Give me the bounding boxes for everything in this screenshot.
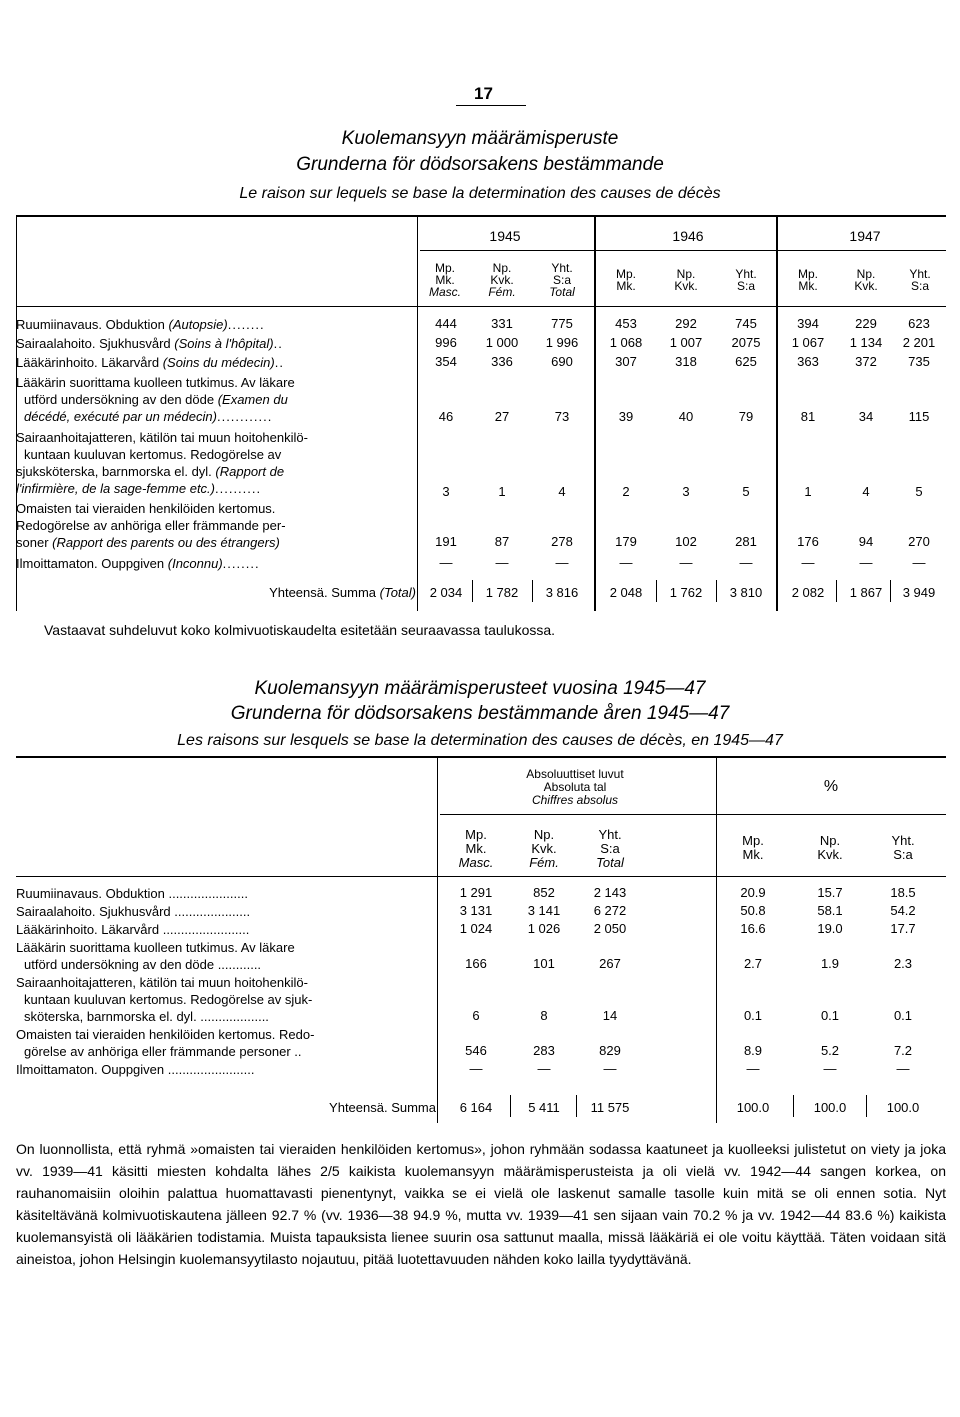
- table1-cell: 453: [615, 316, 637, 331]
- col-header-l1: Mp.: [742, 833, 764, 848]
- label-line: utförd undersökning av den döde ............: [24, 957, 262, 972]
- table1-year-rule-1946: [594, 216, 596, 611]
- label-italic: (Autopsie): [168, 317, 228, 332]
- col-header-l2: Kvk.: [817, 847, 843, 862]
- col-1947-women: [838, 268, 894, 292]
- col-1945-women: [474, 262, 530, 298]
- table1-cell: —: [912, 555, 926, 570]
- table2-cell: 18.5: [890, 885, 916, 900]
- table1-total-cell: 1 782: [485, 585, 519, 600]
- table1-total-cell: 2 034: [429, 585, 463, 600]
- table2-cell: 0.1: [820, 1008, 840, 1023]
- label-text: Redogörelse av anhöriga eller främmande per-: [16, 518, 286, 533]
- table1-title-sv: Grunderna för dödsorsakens bestämmande: [296, 154, 664, 175]
- table1-cell: 4: [558, 484, 566, 499]
- table2-cell: 17.7: [890, 921, 916, 936]
- label-line: Lääkärin suorittama kuolleen tutkimus. Av läkare: [16, 940, 295, 955]
- col-header-l2: S:a: [552, 273, 571, 287]
- label-dots: ..: [274, 355, 284, 370]
- col-header-l2: S:a: [910, 279, 929, 293]
- table1-cell: 281: [735, 534, 757, 549]
- col-header-l1: Yht.: [598, 827, 622, 842]
- table1-cell: —: [739, 555, 753, 570]
- table2-cell: 1 026: [527, 921, 561, 936]
- col-header-l1: Mp.: [465, 827, 487, 842]
- table1-cell: 87: [494, 534, 510, 549]
- table2-cell: 2.7: [743, 956, 763, 971]
- table2-cell: 19.0: [817, 921, 843, 936]
- col-header-l3: Total: [596, 855, 624, 870]
- label-italic: l'infirmière, de la sage-femme etc.): [16, 481, 215, 496]
- table2-cell: —: [746, 1061, 760, 1076]
- table1-cell: 79: [738, 409, 754, 424]
- table2-cell: 5.2: [820, 1043, 840, 1058]
- group-l1: Absoluuttiset luvut: [526, 767, 624, 781]
- table1-cell: 40: [678, 409, 694, 424]
- table1-total-cell: 2 082: [791, 585, 825, 600]
- total-separator: [836, 580, 837, 602]
- table2-cell: 283: [533, 1043, 555, 1058]
- table2-cell: 8: [540, 1008, 548, 1023]
- table2-cell: 58.1: [817, 903, 843, 918]
- label-line: [16, 391, 416, 408]
- table2-total-label: Yhteensä. Summa: [329, 1100, 436, 1115]
- table1-cell: 775: [551, 316, 573, 331]
- table2-cell: —: [537, 1061, 551, 1076]
- table1-title-fr: Le raison sur lequels se base la determination des causes de décès: [239, 185, 721, 202]
- label-dots: ..........: [215, 481, 262, 496]
- label-line: [16, 374, 416, 391]
- col-header-l1: Np.: [533, 827, 555, 842]
- col-header-l1: Mp.: [434, 261, 455, 275]
- table1-cell: 1 067: [791, 335, 825, 350]
- label-line: [16, 463, 416, 480]
- table2-cell: 101: [533, 956, 555, 971]
- label-text: Sairaanhoitajatteren, kätilön tai muun hoitohenkilö-: [16, 430, 308, 445]
- body-paragraph: On luonnollista, että ryhmä »omaisten tai vieraiden henkilöiden kertomus», johon ryhmään sodassa kaatuneet ja kuolleeksi julistetut on viety ja joka vv. 1939—41 käsitti miesten kohdalta lähes 2/5 kaikista kuolemansyyn määrämisperusteista ja oli vielä vv. 1942—44 sangen korkea, on rauhanomaisiin oloihin palattua huomattavasti pienentynyt, vaikka se ei vielä ole laskenut samalle tasolle kuin mitä se oli ennen sotia. Nyt käsiteltävänä kolmivuotiskautena jälleen 92.7 % (vv. 1936—38 94.9 %, mutta vv. 1939—41 sen sijaan vain 70.2 % ja vv. 1942—44 83.6 %) kaikista kuolemansyistä oli lääkärien todistamia. Muista tapauksista lienee suurin osa sattunut maalla, missä lääkäriä ei ole voitu käyttää. Täten voidaan sitä aineistoa, johon Helsingin kuolemansyytilasto nojautuu, pitää luotettavuuden nähden koko laillа tyydyttävänä.: [16, 1141, 946, 1267]
- col-header-l3: Masc.: [458, 855, 494, 870]
- table1-total-cell: 1 867: [849, 585, 883, 600]
- table1-cell: 690: [551, 354, 573, 369]
- year-underline: [420, 250, 946, 251]
- table2-title-sv: Grunderna för dödsorsakens bestämmande åren 1945—47: [230, 703, 730, 724]
- table1-total-cell: 3 949: [902, 585, 936, 600]
- row-label-doctor: [16, 354, 416, 371]
- total-separator: [656, 580, 657, 602]
- col-1945-total: [534, 262, 590, 298]
- table1-cell: 1: [498, 484, 506, 499]
- table1-cell: 176: [797, 534, 819, 549]
- table2-cell: 852: [533, 885, 555, 900]
- label-line: [16, 429, 416, 446]
- row-label-hospital: [16, 335, 416, 352]
- label-text: Omaisten tai vieraiden henkilöiden kertomus.: [16, 501, 276, 516]
- table2-cell: 14: [602, 1008, 618, 1023]
- table1-cell: 229: [855, 316, 877, 331]
- total-separator: [866, 1095, 867, 1117]
- table1-cell: 5: [742, 484, 750, 499]
- table2-cell: 6: [472, 1008, 480, 1023]
- table1-cell: 996: [435, 335, 457, 350]
- total-separator: [472, 580, 473, 602]
- table2-cell: 50.8: [740, 903, 766, 918]
- table2-row-label: [16, 903, 434, 920]
- table2-row-label: [16, 885, 434, 902]
- table2-total-cell: 100.0: [736, 1100, 770, 1115]
- table1-cell: 191: [435, 534, 457, 549]
- label-line: görelse av anhöriga eller främmande personer ..: [24, 1044, 302, 1059]
- table2-cell: 8.9: [743, 1043, 763, 1058]
- label-line: Lääkärinhoito. Läkarvård ........................: [16, 922, 250, 937]
- year-1946: 1946: [672, 228, 704, 244]
- table2-row-label: [16, 921, 434, 938]
- label-italic: décédé, exécuté par un médecin): [24, 409, 217, 424]
- table1-cell: 372: [855, 354, 877, 369]
- table2-cell: 267: [599, 956, 621, 971]
- table1-cell: 1 007: [669, 335, 703, 350]
- col-header-l3: Total: [549, 285, 575, 299]
- col-header-l1: Yht.: [551, 261, 573, 275]
- table2-stub-rule: [437, 757, 438, 1123]
- table2-cell: —: [896, 1061, 910, 1076]
- label-text: Sairaalahoito. Sjukhusvård: [16, 336, 175, 351]
- col-header-l2: Kvk.: [854, 279, 878, 293]
- col-header-l2: S:a: [600, 841, 620, 856]
- row-label-unknown: [16, 555, 416, 572]
- table2-cell: 2 050: [593, 921, 627, 936]
- col-header-l1: Mp.: [615, 267, 636, 281]
- table2-cell: 7.2: [893, 1043, 913, 1058]
- table2-title-fi: Kuolemansyyn määrämisperusteet vuosina 1945—47: [254, 678, 706, 699]
- table1-cell: 745: [735, 316, 757, 331]
- table1-cell: 46: [438, 409, 454, 424]
- table1-cell: 5: [915, 484, 923, 499]
- col-header-l1: Np.: [819, 833, 841, 848]
- page-number: 17: [474, 84, 493, 103]
- label-dots: ..: [273, 336, 283, 351]
- col-header-l2: Mk.: [465, 841, 487, 856]
- label-line: Omaisten tai vieraiden henkilöiden kertomus. Redo-: [16, 1027, 315, 1042]
- col-1946-men: [598, 268, 654, 292]
- table2-cell: 16.6: [740, 921, 766, 936]
- table2-cell: —: [823, 1061, 837, 1076]
- table1-cell: —: [859, 555, 873, 570]
- table1-cell: 1 134: [849, 335, 883, 350]
- table1-cell: 278: [551, 534, 573, 549]
- table1-cell: —: [555, 555, 569, 570]
- label-line: Sairaanhoitajatteren, kätilön tai muun hoitohenkilö-: [16, 975, 308, 990]
- table2-cell: 20.9: [740, 885, 766, 900]
- table1-total-cell: 1 762: [669, 585, 703, 600]
- col-header-l3: Masc.: [428, 285, 461, 299]
- label-dots: ........: [227, 317, 265, 332]
- total-separator: [576, 1095, 577, 1117]
- label-italic: (Total): [379, 585, 416, 600]
- label-line: sköterska, barnmorska el. dyl. ...................: [24, 1009, 269, 1024]
- col-header-l2: Kvk.: [674, 279, 698, 293]
- table1-cell: 1 068: [609, 335, 643, 350]
- table2-cell: —: [603, 1061, 617, 1076]
- col-1946-total: [718, 268, 774, 292]
- table1-cell: 270: [908, 534, 930, 549]
- table2-cell: 1 024: [459, 921, 493, 936]
- col-header-l2: Kvk.: [490, 273, 514, 287]
- table2-cell: 2.3: [893, 956, 913, 971]
- col-header-l1: Yht.: [909, 267, 931, 281]
- label-text: utförd undersökning av den döde: [24, 392, 218, 407]
- table1-cell: 363: [797, 354, 819, 369]
- table2-row-label: [16, 939, 434, 973]
- row-label-exam: [16, 374, 416, 425]
- table1-left-rule: [16, 216, 17, 611]
- label-italic: (Soins à l'hôpital): [174, 336, 274, 351]
- col-header-l2: Mk.: [616, 279, 636, 293]
- table2-cell: —: [469, 1061, 483, 1076]
- table1-cell: 331: [491, 316, 513, 331]
- table1-cell: 625: [735, 354, 757, 369]
- table1-cell: 318: [675, 354, 697, 369]
- table2-total-cell: 6 164: [459, 1100, 493, 1115]
- label-text: sjuksköterska, barnmorska el. dyl.: [16, 464, 216, 479]
- table1-total-cell: 2 048: [609, 585, 643, 600]
- label-text: Ilmoittamaton. Ouppgiven: [16, 556, 168, 571]
- table1-cell: —: [801, 555, 815, 570]
- table1-cell: 1: [804, 484, 812, 499]
- table1-total-cell: 3 816: [545, 585, 579, 600]
- table2-col-header: [512, 828, 576, 870]
- label-dots: ........: [222, 556, 260, 571]
- col-header-l1: Np.: [492, 261, 512, 275]
- table2-group-abs: [440, 768, 710, 807]
- table1-total-label: [200, 585, 416, 600]
- label-line: Ilmoittamaton. Ouppgiven ........................: [16, 1062, 255, 1077]
- table1-cell: 336: [491, 354, 513, 369]
- table1-cell: 115: [908, 409, 930, 424]
- total-separator: [793, 1095, 794, 1117]
- label-line: [16, 480, 416, 497]
- table1-cell: 102: [675, 534, 697, 549]
- table1-cell: 27: [494, 409, 510, 424]
- label-italic: (Rapport de: [215, 464, 285, 479]
- table1-cell: 179: [615, 534, 637, 549]
- table2-row-label: [16, 974, 434, 1025]
- table1-cell: 1 000: [485, 335, 519, 350]
- label-dots: ............: [216, 409, 273, 424]
- table1-cell: 3: [442, 484, 450, 499]
- table1-cell: —: [619, 555, 633, 570]
- label-text: Lääkärinhoito. Läkarvård: [16, 355, 163, 370]
- col-1947-men: [780, 268, 836, 292]
- table2-cell: 3 141: [527, 903, 561, 918]
- label-italic: (Soins du médecin): [162, 355, 275, 370]
- total-separator: [890, 580, 891, 602]
- total-separator: [716, 580, 717, 602]
- table2-group-pct: %: [823, 778, 839, 795]
- table2-cell: 0.1: [893, 1008, 913, 1023]
- label-line: [16, 517, 416, 534]
- between-note: Vastaavat suhdeluvut koko kolmivuotiskaudelta esitetään seuraavassa taulukossa.: [44, 622, 556, 638]
- table1-cell: 354: [435, 354, 457, 369]
- col-header-l2: Kvk.: [531, 841, 557, 856]
- table1-cell: 4: [862, 484, 870, 499]
- table2-cell: 54.2: [890, 903, 916, 918]
- col-header-l1: Yht.: [735, 267, 757, 281]
- table2-total-cell: 100.0: [886, 1100, 920, 1115]
- table1-cell: 94: [858, 534, 874, 549]
- table1-stub-rule: [417, 216, 418, 611]
- col-1945-men: [420, 262, 470, 298]
- table2-cell: 1 291: [459, 885, 493, 900]
- label-line: [16, 408, 416, 425]
- table1-cell: —: [439, 555, 453, 570]
- table2-col-header: [444, 828, 508, 870]
- total-separator: [532, 580, 533, 602]
- table2-col-header: [718, 834, 788, 862]
- col-header-l1: Mp.: [797, 267, 818, 281]
- table2-total-cell: 100.0: [813, 1100, 847, 1115]
- table1-cell: 39: [618, 409, 634, 424]
- table1-cell: 292: [675, 316, 697, 331]
- col-header-l3: Fém.: [488, 285, 516, 299]
- table2-pct-rule: [716, 757, 717, 1123]
- label-line: Ruumiinavaus. Obduktion ......................: [16, 886, 248, 901]
- label-text: kuntaan kuuluvan kertomus. Redogörelse av: [24, 447, 282, 462]
- table2-cell: 0.1: [743, 1008, 763, 1023]
- table2-header-rule: [16, 876, 946, 877]
- table2-col-header: [868, 834, 938, 862]
- table1-header-rule: [16, 306, 946, 307]
- table2-cell: 546: [465, 1043, 487, 1058]
- col-1946-women: [658, 268, 714, 292]
- table1-total-cell: 3 810: [729, 585, 763, 600]
- year-1947: 1947: [849, 228, 881, 244]
- table2-cell: 829: [599, 1043, 621, 1058]
- label-text: Yhteensä. Summa: [269, 585, 380, 600]
- table1-cell: 3: [682, 484, 690, 499]
- group-l3: Chiffres absolus: [531, 793, 619, 807]
- table1: [0, 0, 960, 620]
- table2-col-header: [795, 834, 865, 862]
- table2-cell: 15.7: [817, 885, 843, 900]
- table1-cell: 2: [622, 484, 630, 499]
- table2-col-header: [578, 828, 642, 870]
- label-line: Sairaalahoito. Sjukhusvård .....................: [16, 904, 251, 919]
- label-text: Ruumiinavaus. Obduktion: [16, 317, 169, 332]
- col-header-l2: Mk.: [742, 847, 764, 862]
- table1-cell: 2075: [731, 335, 761, 350]
- col-1947-total: [892, 268, 948, 292]
- label-italic: (Examen du: [217, 392, 288, 407]
- table2-cell: 2 143: [593, 885, 627, 900]
- table1-cell: 1 996: [545, 335, 579, 350]
- table2-cell: 166: [465, 956, 487, 971]
- col-header-l2: S:a: [736, 279, 755, 293]
- col-header-l2: Mk.: [435, 273, 455, 287]
- year-1945: 1945: [489, 228, 521, 244]
- table2-title-fr: Les raisons sur lesquels se base la determination des causes de décès, en 1945—47: [177, 732, 783, 749]
- total-separator: [510, 1095, 511, 1117]
- table1-cell: —: [679, 555, 693, 570]
- table1-cell: 735: [908, 354, 930, 369]
- col-header-l2: Mk.: [798, 279, 818, 293]
- col-header-l1: Np.: [856, 267, 876, 281]
- label-italic: (Rapport des parents ou des étrangers): [52, 535, 280, 550]
- label-text: soner: [16, 535, 53, 550]
- label-text: Lääkärin suorittama kuolleen tutkimus. Av läkare: [16, 375, 295, 390]
- table2-row-label: [16, 1061, 434, 1078]
- col-header-l1: Yht.: [891, 833, 915, 848]
- table1-cell: 2 201: [902, 335, 936, 350]
- table1-title-fi: Kuolemansyyn määrämisperuste: [341, 128, 619, 149]
- label-italic: (Inconnu): [167, 556, 223, 571]
- col-header-l2: S:a: [893, 847, 913, 862]
- table2-row-label: [16, 1026, 434, 1060]
- row-label-nurse: [16, 429, 416, 497]
- table1-cell: 444: [435, 316, 457, 331]
- table2-cell: 1.9: [820, 956, 840, 971]
- table1-cell: 394: [797, 316, 819, 331]
- row-label-autopsy: [16, 316, 416, 333]
- table2-top-rule: [16, 756, 946, 758]
- group-l2: Absoluta tal: [543, 780, 607, 794]
- table1-cell: 307: [615, 354, 637, 369]
- col-header-l3: Fém.: [529, 855, 559, 870]
- table2-cell: 6 272: [593, 903, 627, 918]
- table1-cell: 73: [554, 409, 570, 424]
- label-line: [16, 500, 416, 517]
- label-line: kuntaan kuuluvan kertomus. Redogörelse av sjuk-: [24, 992, 313, 1007]
- table2-total-cell: 5 411: [528, 1100, 560, 1115]
- table2-total-cell: 11 575: [590, 1100, 630, 1115]
- label-line: [16, 534, 416, 551]
- table1-cell: 623: [908, 316, 930, 331]
- row-label-relatives: [16, 500, 416, 551]
- table1-cell: 34: [858, 409, 874, 424]
- table1-cell: —: [495, 555, 509, 570]
- col-header-l1: Np.: [676, 267, 696, 281]
- table2-cell: 3 131: [459, 903, 493, 918]
- label-line: [16, 446, 416, 463]
- table2-group-underline: [440, 814, 946, 815]
- table1-year-rule-1947: [776, 216, 778, 611]
- table1-cell: 81: [800, 409, 816, 424]
